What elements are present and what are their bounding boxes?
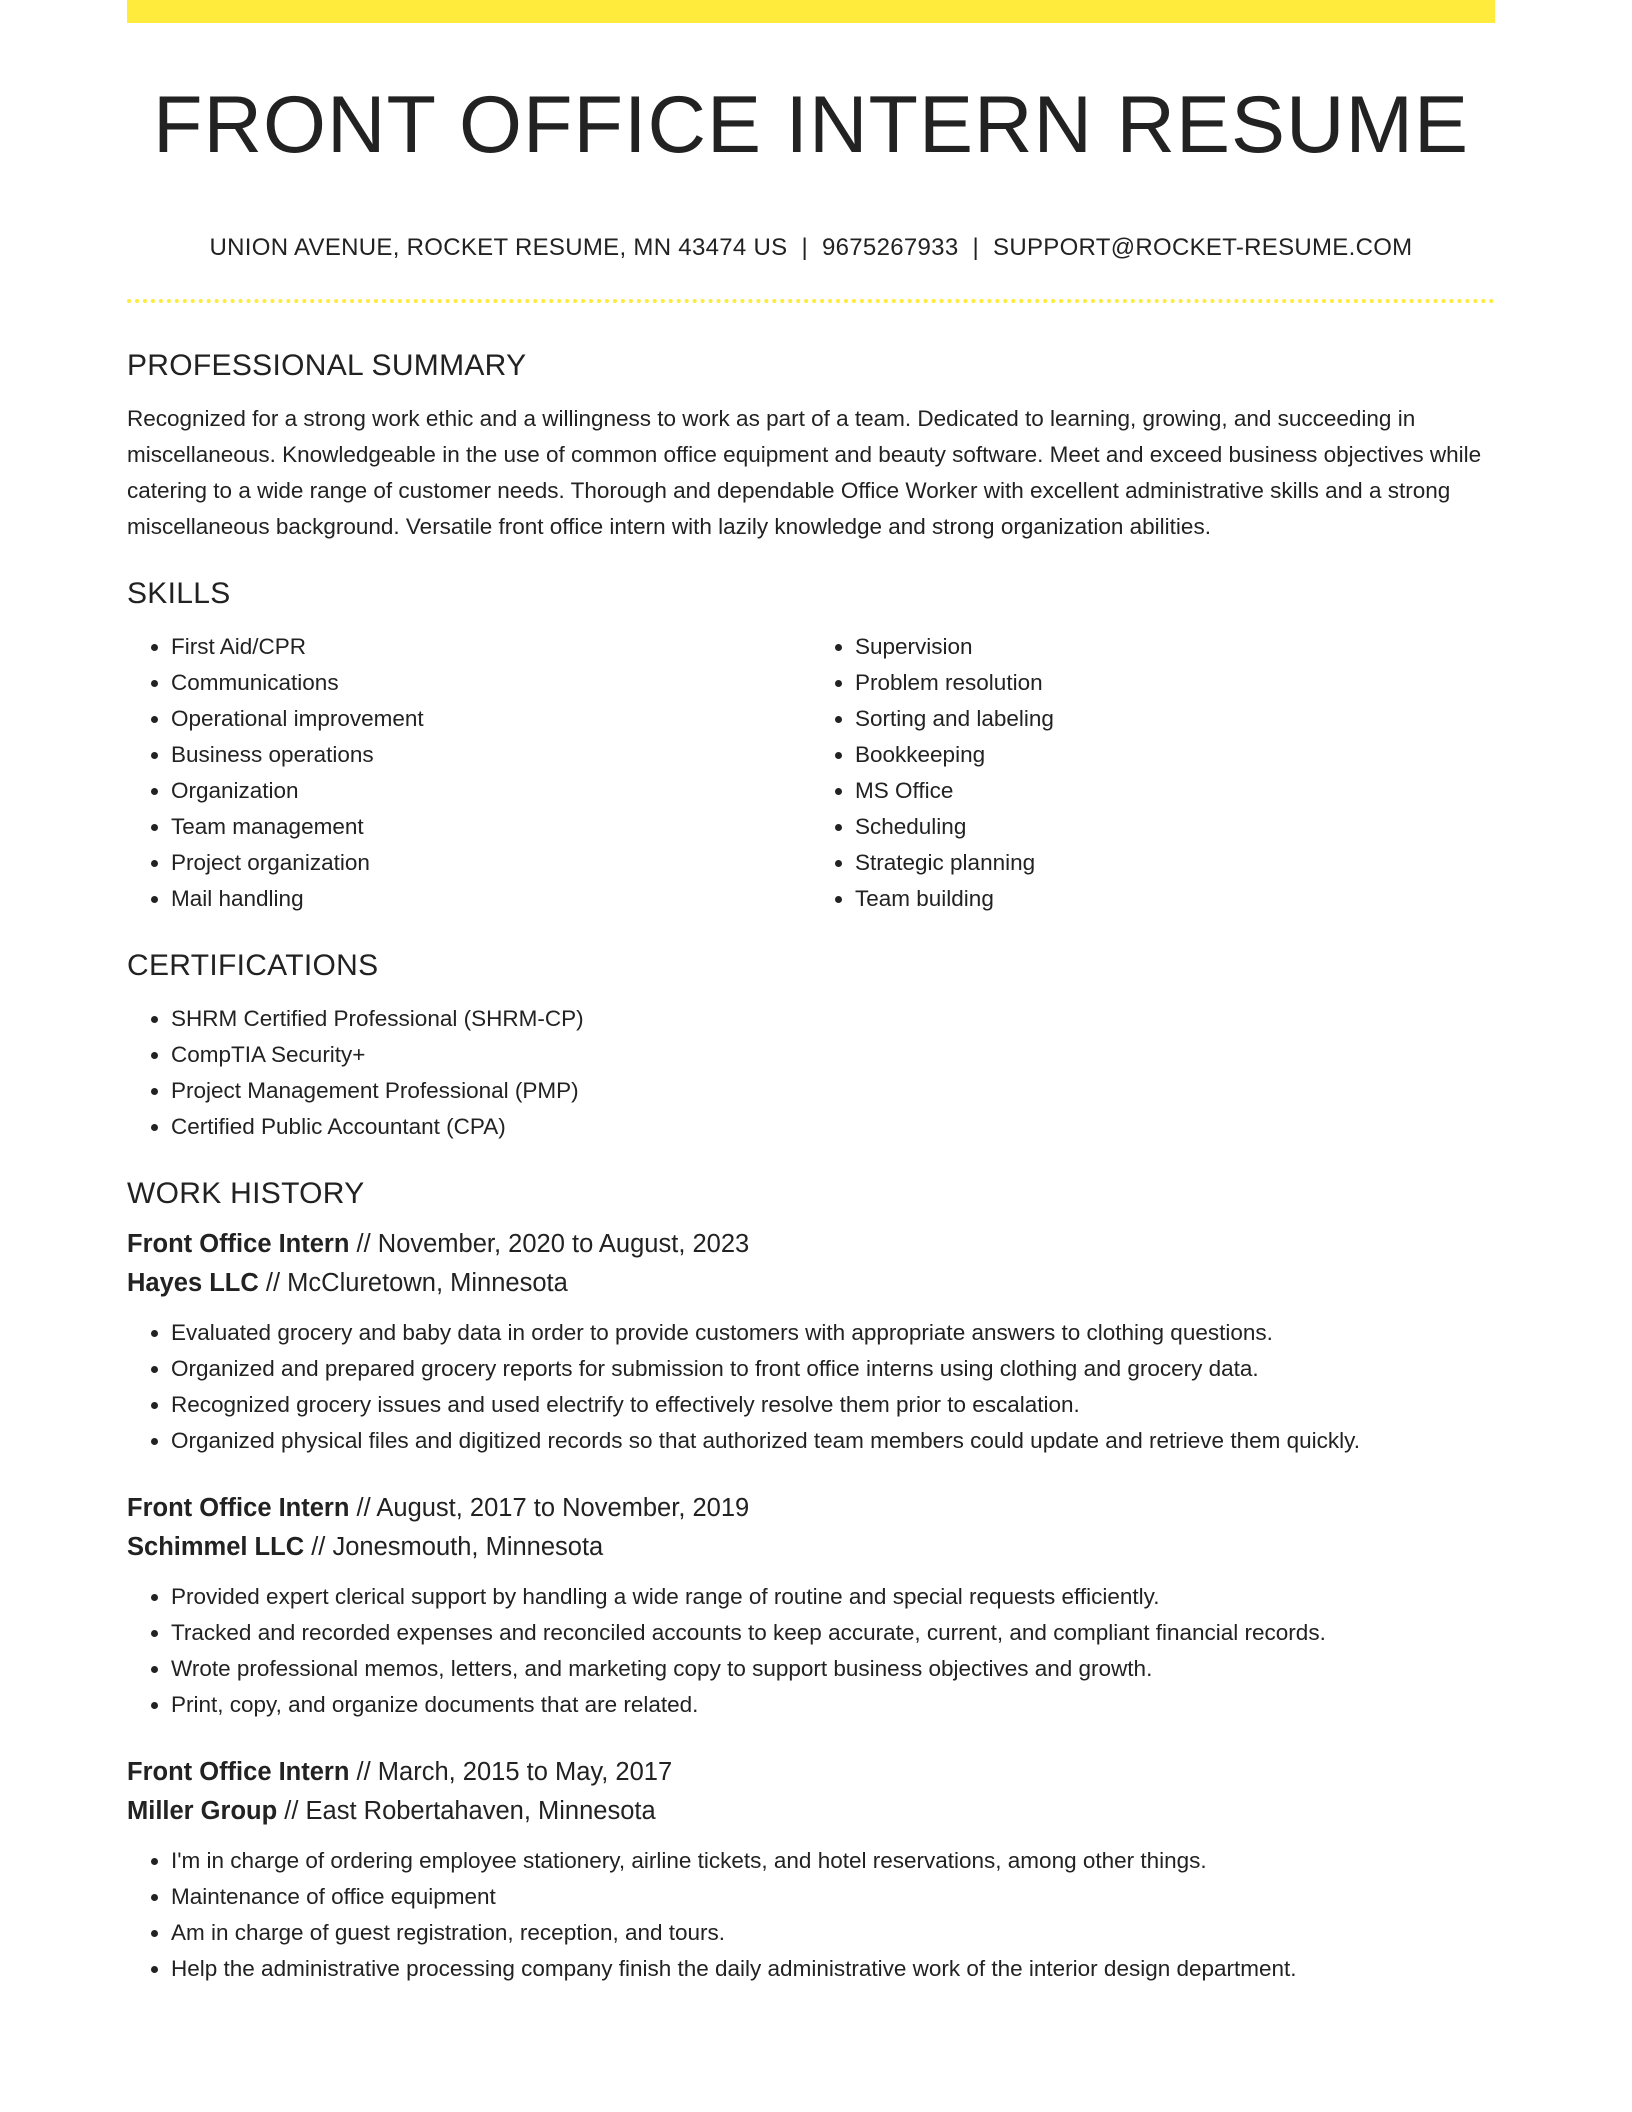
contact-address: UNION AVENUE, ROCKET RESUME, MN 43474 US (209, 234, 788, 261)
skill-item: • Team management (171, 809, 811, 845)
skill-item: • Team building (855, 881, 1495, 917)
job-separator: // (356, 1230, 371, 1258)
job-company: Miller Group (127, 1797, 278, 1825)
job-title-line (127, 1489, 1495, 1528)
job-separator: // (284, 1797, 299, 1825)
contact-email: SUPPORT@ROCKET-RESUME.COM (993, 234, 1413, 261)
job-title-line (127, 1753, 1495, 1792)
skill-item: • Mail handling (171, 881, 811, 917)
job-title: Front Office Intern (127, 1230, 350, 1258)
skill-item: • Strategic planning (855, 845, 1495, 881)
contact-separator: | (801, 234, 808, 261)
job-location: McCluretown, Minnesota (287, 1269, 568, 1297)
job-duty: • Recognized grocery issues and used electrify to effectively resolve them prior to escalation. (171, 1387, 1495, 1423)
job-duty: • Maintenance of office equipment (171, 1879, 1495, 1915)
job-company-line (127, 1528, 1495, 1567)
job-location: East Robertahaven, Minnesota (305, 1797, 656, 1825)
job-duty: • Print, copy, and organize documents that are related. (171, 1687, 1495, 1723)
certification-item: • Project Management Professional (PMP) (171, 1073, 1495, 1109)
job-duty: • Wrote professional memos, letters, and marketing copy to support business objectives and growth. (171, 1651, 1495, 1687)
job-duty: • Tracked and recorded expenses and reconciled accounts to keep accurate, current, and compliant financial records. (171, 1615, 1495, 1651)
certification-item: • SHRM Certified Professional (SHRM-CP) (171, 1001, 1495, 1037)
skill-item: • Scheduling (855, 809, 1495, 845)
skills-list-right (811, 629, 1495, 917)
job-company: Schimmel LLC (127, 1533, 305, 1561)
job-title: Front Office Intern (127, 1758, 350, 1786)
skill-item: • Problem resolution (855, 665, 1495, 701)
top-accent-bar (127, 0, 1495, 23)
certification-item: • CompTIA Security+ (171, 1037, 1495, 1073)
resume-title: FRONT OFFICE INTERN RESUME (152, 80, 1470, 170)
job-duties-list (127, 1579, 1495, 1723)
job-duty: • Organized and prepared grocery reports for submission to front office interns using clothing and grocery data. (171, 1351, 1495, 1387)
job-company-line (127, 1792, 1495, 1831)
summary-text: Recognized for a strong work ethic and a willingness to work as part of a team. Dedicated to learning, growing, and succeeding in miscellaneous. Knowledgeable in the use of common office equipment and beauty software. Meet and exceed business objectives while catering to a wide range of customer needs. Thorough and dependable Office Worker with excellent administrative skills and a strong miscellaneous background. Versatile front office intern with lazily knowledge and strong organization abilities. (127, 406, 1482, 539)
job-separator: // (311, 1533, 326, 1561)
certifications-list (127, 1001, 1495, 1145)
job-title: Front Office Intern (127, 1494, 350, 1522)
job-duties-list (127, 1843, 1495, 1987)
job-location: Jonesmouth, Minnesota (332, 1533, 604, 1561)
contact-line (127, 236, 1495, 260)
skills-heading: SKILLS (127, 577, 231, 610)
job-duty: • I'm in charge of ordering employee stationery, airline tickets, and hotel reservations, among other things. (171, 1843, 1495, 1879)
job-separator: // (265, 1269, 281, 1297)
job-separator: // (356, 1494, 371, 1522)
job-entry (127, 1225, 1495, 1459)
resume-content (127, 0, 1495, 1987)
work-history-heading: WORK HISTORY (127, 1177, 365, 1210)
skill-item: • First Aid/CPR (171, 629, 811, 665)
job-separator: // (356, 1758, 371, 1786)
skill-item: • Sorting and labeling (855, 701, 1495, 737)
job-company: Hayes LLC (127, 1269, 259, 1297)
skill-item: • Supervision (855, 629, 1495, 665)
job-company-line (127, 1264, 1495, 1303)
skill-item: • Project organization (171, 845, 811, 881)
job-duty: • Am in charge of guest registration, reception, and tours. (171, 1915, 1495, 1951)
job-duty: • Provided expert clerical support by handling a wide range of routine and special requests efficiently. (171, 1579, 1495, 1615)
job-duty: • Organized physical files and digitized records so that authorized team members could update and retrieve them quickly. (171, 1423, 1495, 1459)
certification-item: • Certified Public Accountant (CPA) (171, 1109, 1495, 1145)
skill-item: • MS Office (855, 773, 1495, 809)
skill-item: • Communications (171, 665, 811, 701)
dotted-divider (127, 299, 1495, 303)
job-title-line (127, 1225, 1495, 1264)
skill-item: • Business operations (171, 737, 811, 773)
job-duty: • Help the administrative processing company finish the daily administrative work of the interior design department. (171, 1951, 1495, 1987)
summary-heading: PROFESSIONAL SUMMARY (127, 349, 527, 382)
job-duty: • Evaluated grocery and baby data in order to provide customers with appropriate answers to clothing questions. (171, 1315, 1495, 1351)
job-dates: August, 2017 to November, 2019 (376, 1494, 750, 1522)
skill-item: • Operational improvement (171, 701, 811, 737)
job-dates: November, 2020 to August, 2023 (377, 1230, 750, 1258)
job-dates: March, 2015 to May, 2017 (377, 1758, 673, 1786)
contact-phone: 9675267933 (821, 234, 959, 261)
skill-item: • Bookkeeping (855, 737, 1495, 773)
job-entry (127, 1489, 1495, 1723)
skills-columns (127, 629, 1495, 917)
job-duties-list (127, 1315, 1495, 1459)
certifications-heading: CERTIFICATIONS (127, 949, 379, 982)
job-entry (127, 1753, 1495, 1987)
contact-separator: | (972, 234, 980, 261)
skills-list-left (127, 629, 811, 917)
skill-item: • Organization (171, 773, 811, 809)
